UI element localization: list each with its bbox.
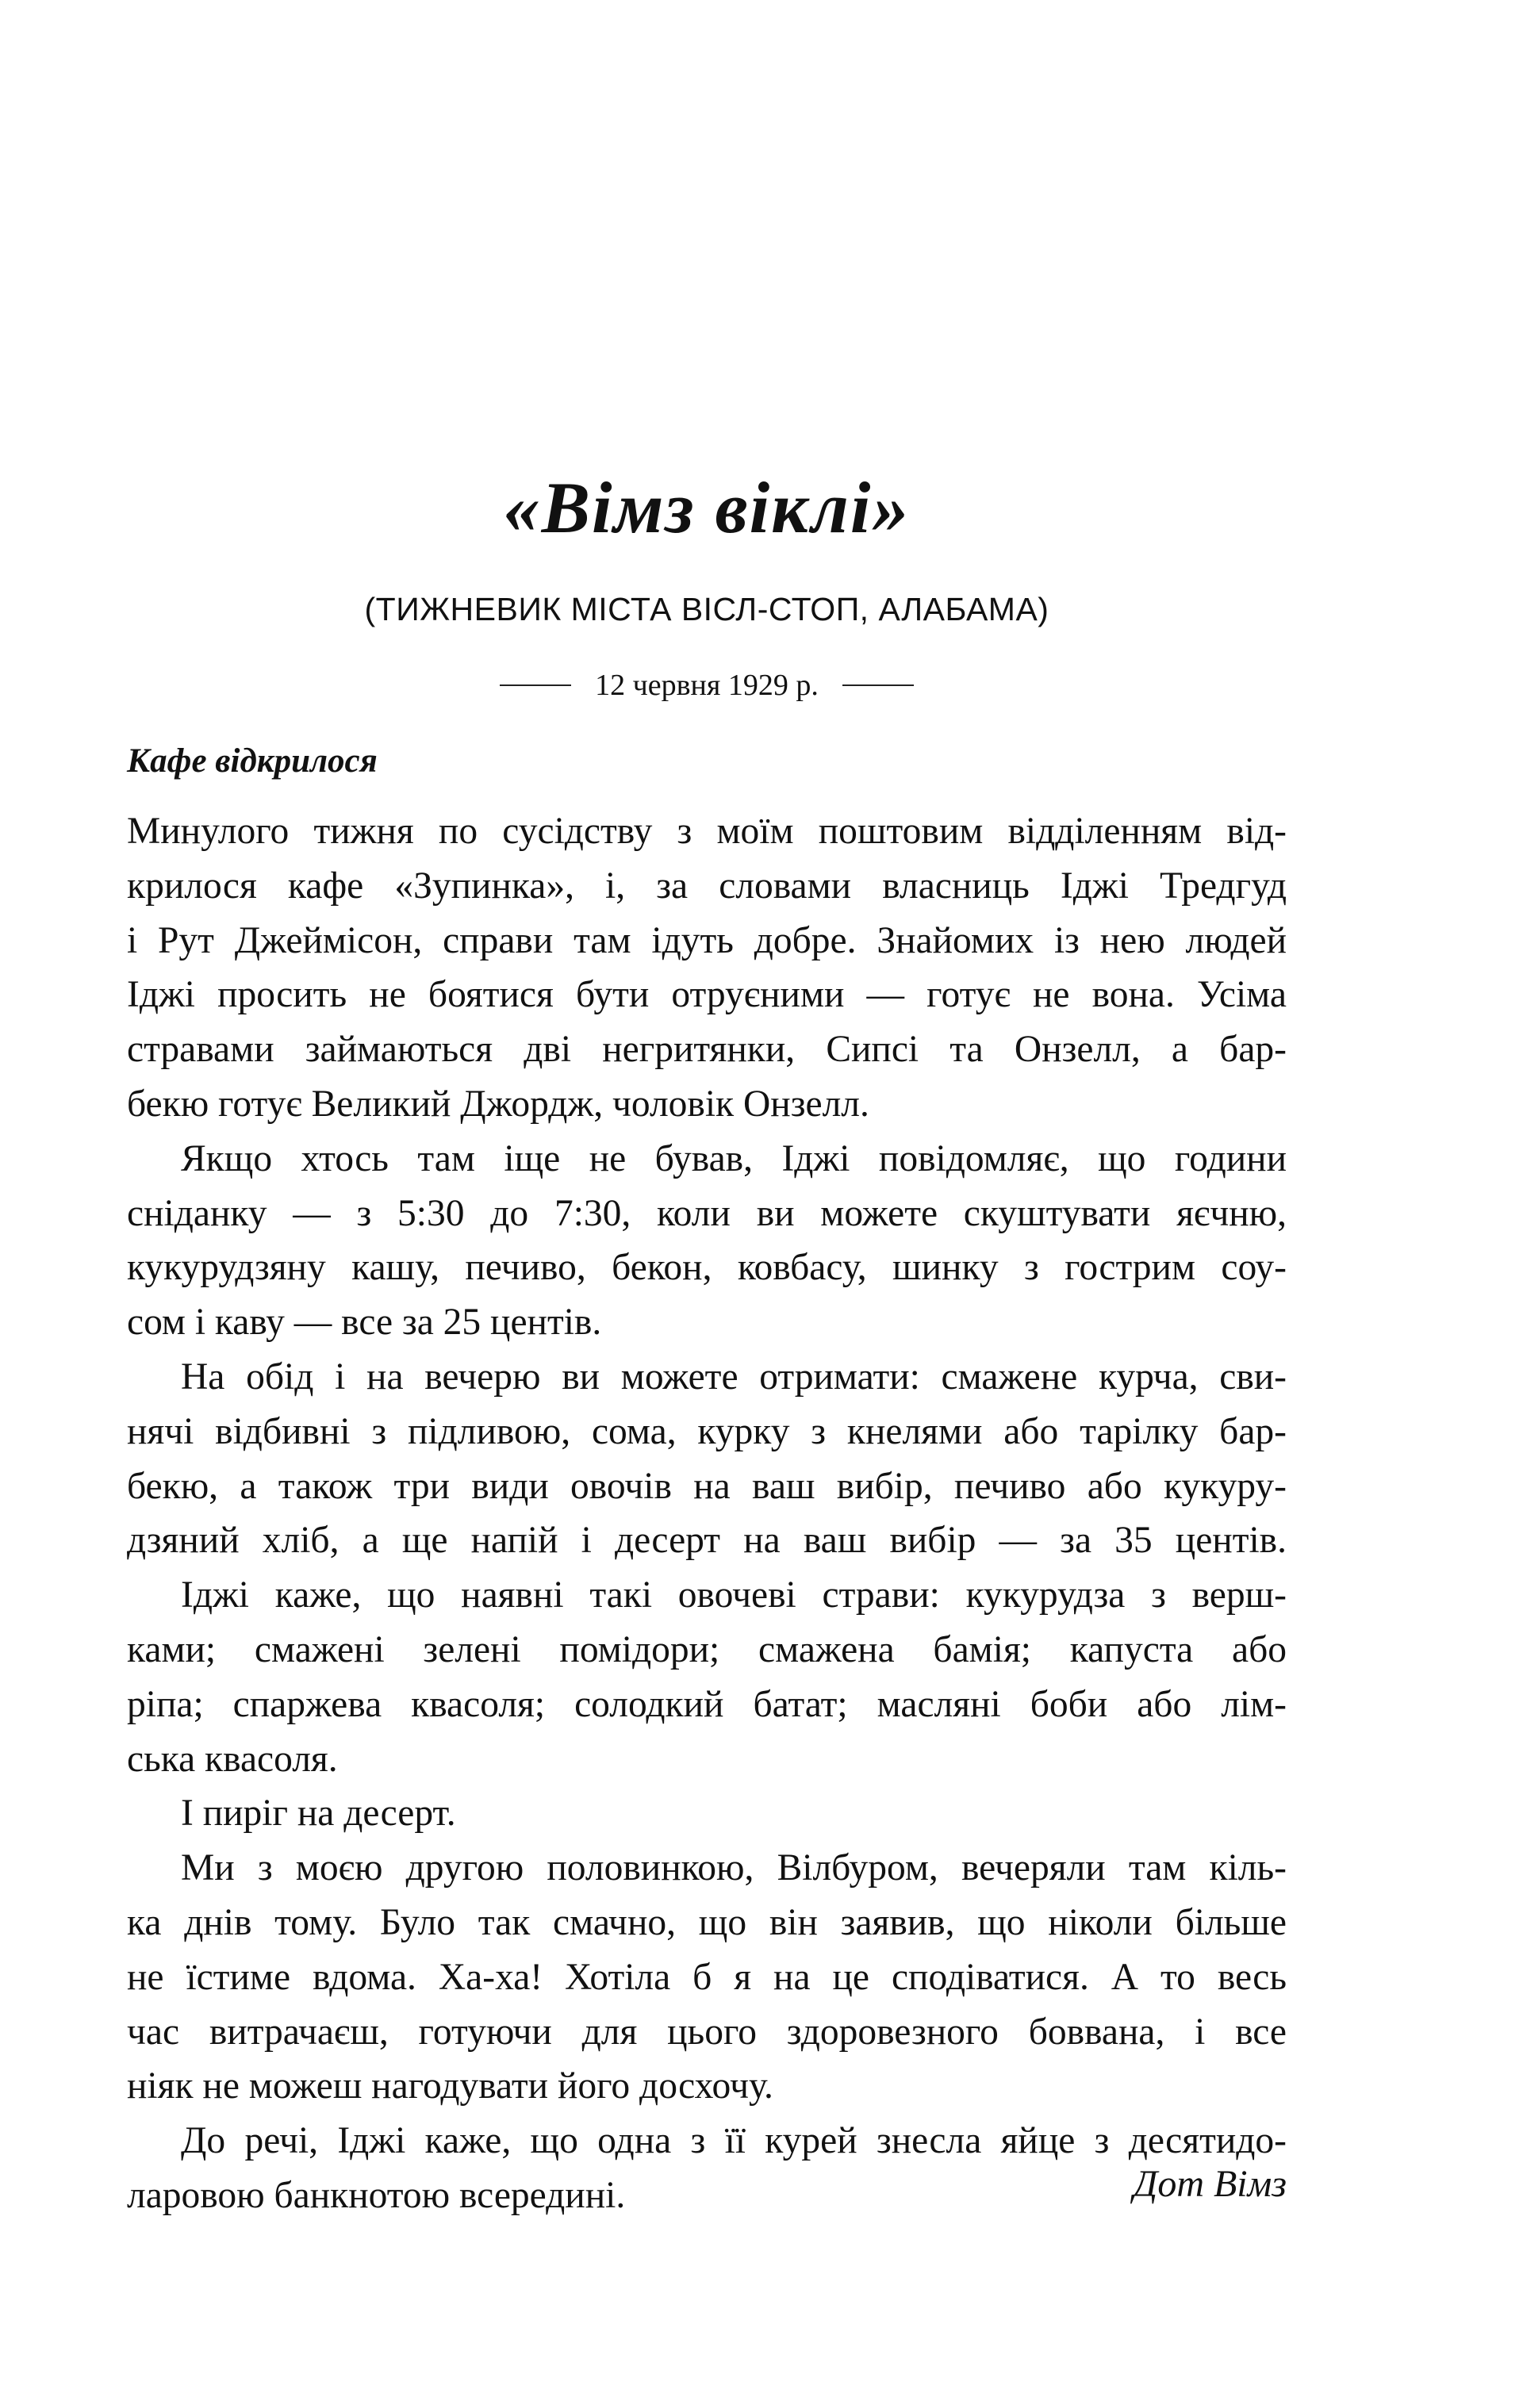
body-line: Іджі просить не боятися бути отруєними — готує не вона. Усіма	[127, 974, 1287, 1016]
body-line: Якщо хтось там іще не бував, Іджі повідомляє, що години	[181, 1137, 1287, 1179]
newspaper-subtitle: (ТИЖНЕВИК МІСТА ВІСЛ-СТОП, АЛАБАМА)	[364, 591, 1049, 627]
dateline-left-rule	[500, 684, 571, 686]
body-line: кукурудзяну кашу, печиво, бекон, ковбасу, шинку з гострим соу-	[127, 1247, 1287, 1289]
newspaper-title: «Вімз віклі»	[503, 467, 911, 548]
body-line: час витрачаєш, готуючи для цього здоровезного боввана, і все	[127, 2011, 1287, 2053]
body-line: Іджі каже, що наявні такі овочеві страви: кукурудза з верш-	[181, 1574, 1287, 1616]
body-line: ріпа; спаржева квасоля; солодкий батат; масляні боби або лім-	[127, 1683, 1287, 1725]
body-line: ларовою банкнотою всередині.	[127, 2174, 626, 2216]
issue-date: 12 червня 1929 р.	[595, 669, 819, 702]
body-line: не їстиме вдома. Ха-ха! Хотіла б я на це сподіватися. А то весь	[127, 1956, 1287, 1998]
body-line: ками; смажені зелені помідори; смажена бамія; капуста або	[127, 1628, 1287, 1670]
book-page	[127, 0, 1287, 2408]
body-line: сом і каву — все за 25 центів.	[127, 1302, 602, 1344]
body-line: ніяк не можеш нагодувати його досхочу.	[127, 2065, 773, 2107]
dateline	[127, 661, 1287, 709]
body-line: Ми з моєю другою половинкою, Вілбуром, вечеряли там кіль-	[181, 1847, 1287, 1889]
body-line: дзяний хліб, а ще напій і десерт на ваш вибір — за 35 центів.	[127, 1520, 1287, 1562]
body-line: бекю готує Великий Джордж, чоловік Онзелл.	[127, 1083, 869, 1125]
body-line: ська квасоля.	[127, 1738, 338, 1780]
body-line: бекю, а також три види овочів на ваш вибір, печиво або кукуру-	[127, 1465, 1287, 1507]
body-line: сніданку — з 5:30 до 7:30, коли ви можете скуштувати яєчню,	[127, 1192, 1287, 1234]
article-heading: Кафе відкрилося	[127, 742, 378, 780]
body-line: ка днів тому. Було так смачно, що він заявив, що ніколи більше	[127, 1901, 1287, 1943]
article-body	[127, 804, 1287, 2223]
body-line: На обід і на вечерю ви можете отримати: смажене курча, сви-	[181, 1355, 1287, 1398]
dateline-right-rule	[842, 684, 914, 686]
body-line: До речі, Іджі каже, що одна з її курей знесла яйце з десятидо-	[181, 2120, 1287, 2162]
body-line: і Рут Джеймісон, справи там ідуть добре. Знайомих із нею людей	[127, 919, 1287, 961]
body-line: І пиріг на десерт.	[181, 1793, 456, 1835]
body-line: стравами займаються дві негритянки, Сипсі та Онзелл, а бар-	[127, 1029, 1287, 1071]
body-line: крилося кафе «Зупинка», і, за словами власниць Іджі Тредгуд	[127, 865, 1287, 907]
author-signature: Дот Вімз	[1133, 2163, 1287, 2205]
body-line: нячі відбивні з підливою, сома, курку з кнелями або тарілку бар-	[127, 1410, 1287, 1452]
body-line: Минулого тижня по сусідству з моїм поштовим відділенням від-	[127, 811, 1287, 852]
